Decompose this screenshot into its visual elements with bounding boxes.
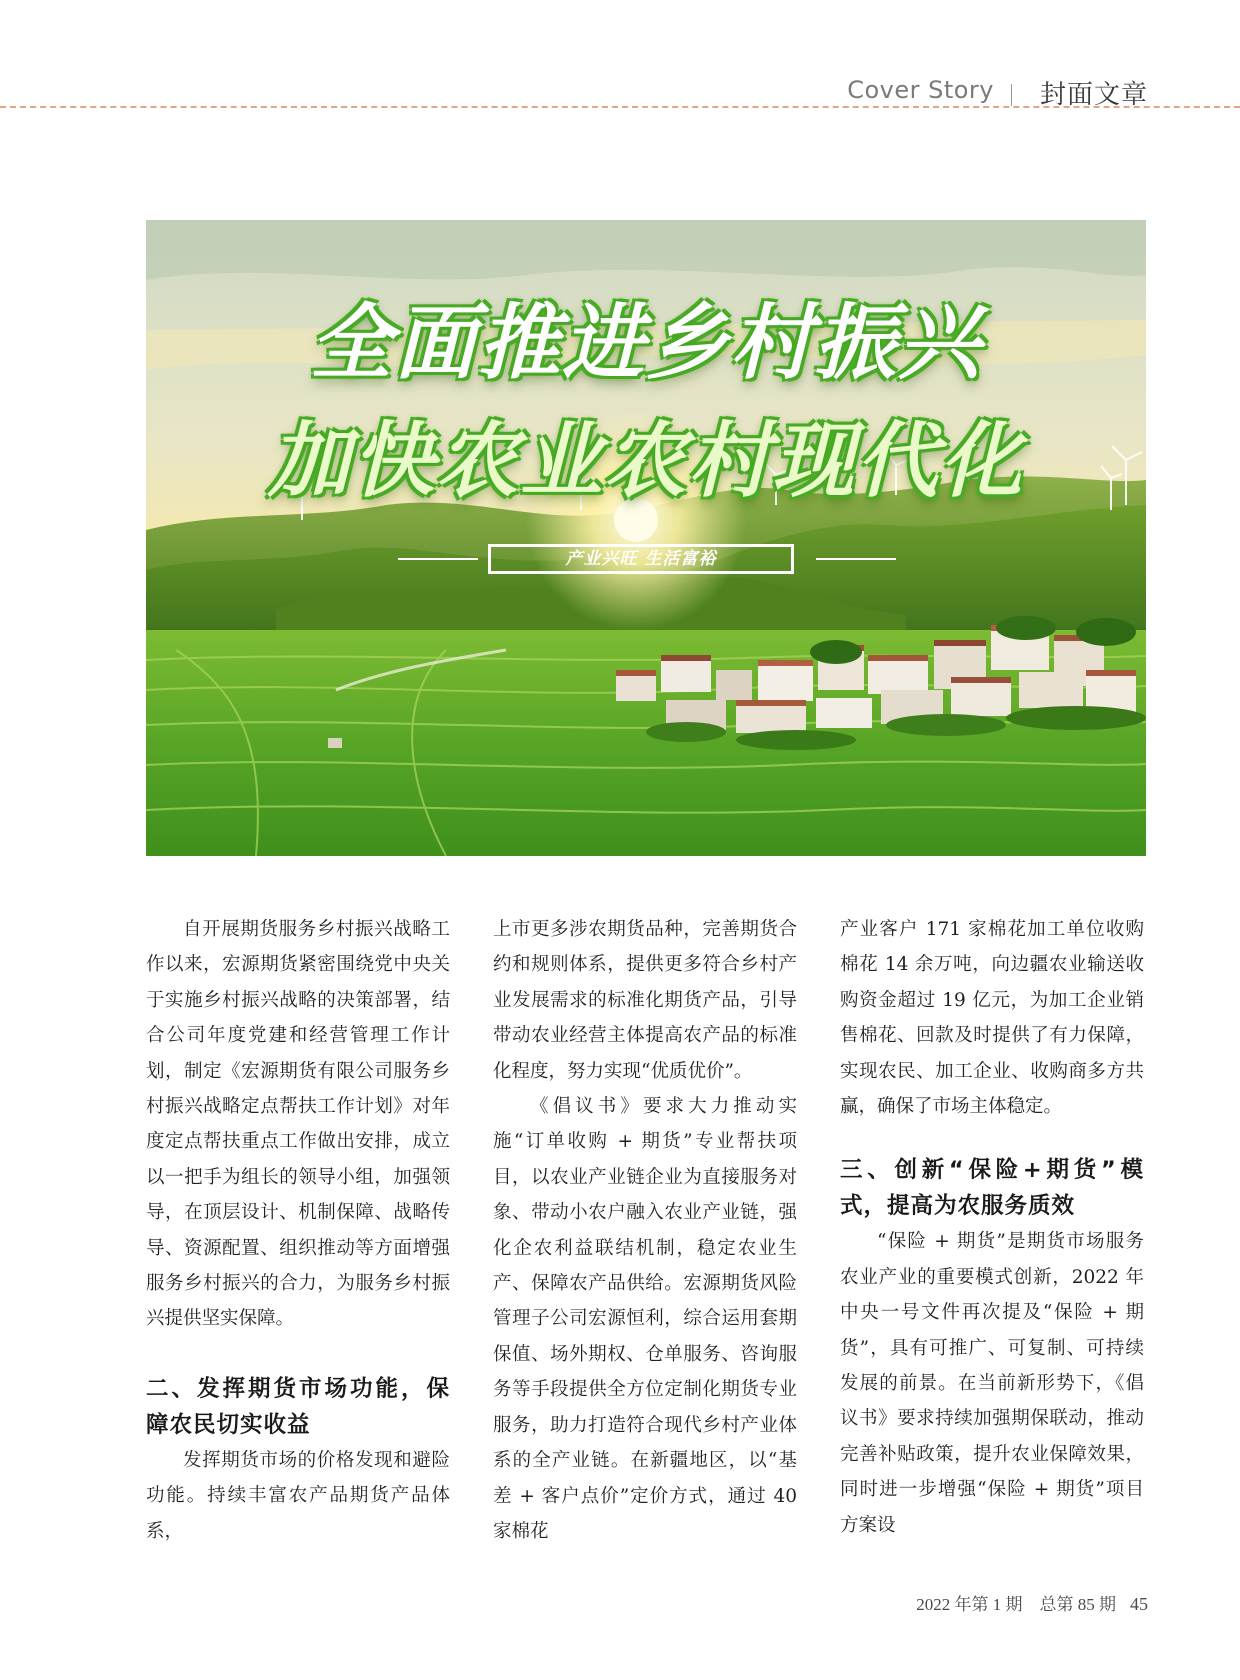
paragraph: 自开展期货服务乡村振兴战略工作以来，宏源期货紧密围绕党中央关于实施乡村振兴战略的决策部署，结合公司年度党建和经营管理工作计划，制定《宏源期货有限公司服务乡村振兴战略定点帮扶工作计划》对年度定点帮扶重点工作做出安排，成立以一把手为组长的领导小组，加强领导，在顶层设计、机制保障、战略传导、资源配置、组织推动等方面增强服务乡村振兴的合力，为服务乡村振兴提供坚实保障。 <box>146 919 450 1330</box>
issue-info: 2022 年第 1 期 总第 85 期 <box>916 1595 1116 1614</box>
paragraph: 产业客户 171 家棉花加工单位收购棉花 14 余万吨，向边疆农业输送收购资金超过 19 亿元，为加工企业销售棉花、回款及时提供了有力保障，实现农民、加工企业、收购商多方共赢，确保了市场主体稳定。 <box>840 919 1144 1118</box>
paragraph: 《倡议书》要求大力推动实施“订单收购 + 期货”专业帮扶项目，以农业产业链企业为直接服务对象、带动小农户融入农业产业链，强化企农利益联结机制，稳定农业生产、保障农产品供给。宏源期货风险管理子公司宏源恒利，综合运用套期保值、场外期权、仓单服务、咨询服务等手段提供全方位定制化期货专业服务，助力打造符合现代乡村产业体系的全产业链。在新疆地区，以“基差 + 客户点价”定价方式，通过 40 家棉花 <box>493 1096 797 1542</box>
hero-title-line1: 全面推进乡村振兴 <box>310 296 982 391</box>
article-column-2 <box>493 912 797 1549</box>
hero-subtitle: 产业兴旺 生活富裕 <box>488 544 794 574</box>
hero-rule-right <box>816 558 896 560</box>
section-label-cn: 封面文章 <box>1039 80 1148 110</box>
hero-rule-left <box>398 558 478 560</box>
section-heading: 二、发挥期货市场功能，保障农民切实收益 <box>146 1375 450 1438</box>
section-label-en: Cover Story <box>847 76 994 104</box>
hero-image <box>146 220 1146 856</box>
page-footer <box>916 1590 1148 1615</box>
article-column-3 <box>840 912 1144 1543</box>
paragraph: 上市更多涉农期货品种，完善期货合约和规则体系，提供更多符合乡村产业发展需求的标准化期货产品，引导带动农业经营主体提高农产品的标准化程度，努力实现“优质优价”。 <box>493 919 797 1082</box>
header-divider <box>1011 84 1012 106</box>
section-heading: 三、创新“保险+期货”模式，提高为农服务质效 <box>840 1157 1144 1220</box>
page-header <box>0 60 1240 110</box>
hero-title-line2: 加快农业农村现代化 <box>268 414 1024 509</box>
article-column-1 <box>146 912 450 1549</box>
paragraph: “保险 + 期货”是期货市场服务农业产业的重要模式创新，2022 年中央一号文件再次提及“保险 + 期货”，具有可推广、可复制、可持续发展的前景。在当前新形势下，《倡议书》要求持续加强期保联动，推动完善补贴政策，提升农业保障效果，同时进一步增强“保险 + 期货”项目方案设 <box>840 1231 1144 1536</box>
paragraph: 发挥期货市场的价格发现和避险功能。持续丰富农产品期货产品体系， <box>146 1449 450 1542</box>
header-dashed-rule <box>0 106 1240 108</box>
page-number: 45 <box>1130 1594 1148 1614</box>
